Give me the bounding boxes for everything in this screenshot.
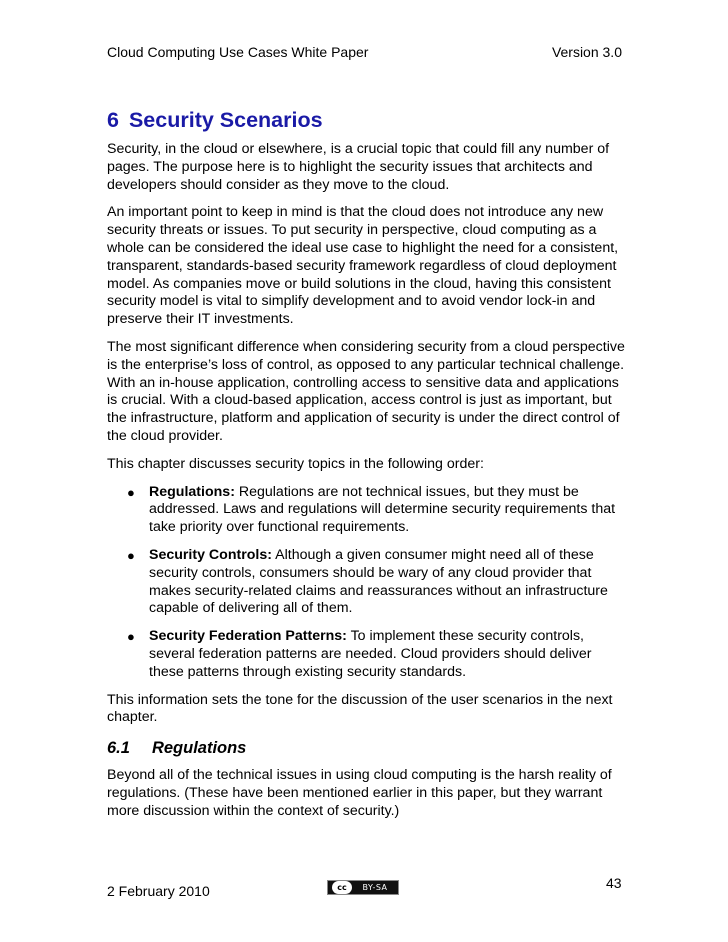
paragraph-regulations: Beyond all of the technical issues in using cloud computing is the harsh reality of regulations. (These have been mentioned earlier in this paper, but they warrant more discussion within the context of security.) (107, 767, 612, 819)
paragraph-control: The most significant difference when considering security from a cloud perspective is the enterprise’s loss of control, as opposed to any particular technical challenge. With an in-house application, controlling access to sensitive data and applications is crucial. With a cloud-based application, access control is just as important, but the infrastructure, platform and application of security is under the direct control of the cloud provider. (107, 338, 625, 444)
section-number: 6 (107, 108, 119, 132)
cc-icon: cc (332, 881, 352, 894)
list-item (107, 628, 627, 681)
topic-list (107, 484, 627, 682)
paragraph-order: This chapter discusses security topics in the following order: (107, 455, 484, 472)
header-title: Cloud Computing Use Cases White Paper (107, 44, 369, 60)
section-heading (107, 107, 627, 133)
list-item-term: Security Federation Patterns: (149, 628, 347, 645)
page-number: 43 (606, 875, 622, 891)
list-item-text: To implement these security controls, several federation patterns are needed. Cloud providers should deliver these patterns through existing security standards. (149, 628, 592, 680)
paragraph-closing: This information sets the tone for the discussion of the user scenarios in the next chapter. (107, 691, 613, 726)
list-item-text: Regulations are not technical issues, but they must be addressed. Laws and regulations will determine security requirements that take priority over functional requirements. (149, 483, 616, 536)
license-label: BY-SA (362, 883, 388, 892)
subsection-title: Regulations (151, 739, 247, 758)
page-header (107, 43, 622, 61)
bullet-icon: ● (127, 547, 135, 563)
list-item-term: Security Controls: (149, 546, 272, 563)
subsection-number: 6.1 (107, 739, 130, 758)
list-item (107, 484, 627, 537)
paragraph-intro: Security, in the cloud or elsewhere, is a crucial topic that could fill any number of pages. The purpose here is to highlight the security issues that architects and developers should consider as they move to the cloud. (107, 141, 610, 193)
bullet-icon: ● (127, 629, 135, 645)
subsection-heading (107, 737, 627, 759)
bullet-icon: ● (127, 484, 135, 500)
list-item-text: Although a given consumer might need all of these security controls, consumers should be wary of any cloud provider that makes security-related claims and reassurances without an infrastructure capable of delivering all of them. (149, 546, 608, 617)
list-item-term: Regulations: (149, 483, 235, 500)
paragraph-threats: An important point to keep in mind is that the cloud does not introduce any new security threats or issues. To put security in perspective, cloud computing as a whole can be considered the ideal use case to highlight the need for a consistent, transparent, standards-based security framework regardless of cloud deployment model. As companies move or build solutions in the cloud, having this consistent security model is vital to simplify development and to avoid vendor lock-in and preserve their IT investments. (107, 204, 619, 328)
page-content (107, 107, 627, 831)
section-title: Security Scenarios (128, 108, 323, 132)
list-item (107, 547, 627, 618)
header-version: Version 3.0 (551, 44, 622, 60)
footer-date: 2 February 2010 (107, 883, 210, 899)
license-badge[interactable] (327, 880, 399, 895)
